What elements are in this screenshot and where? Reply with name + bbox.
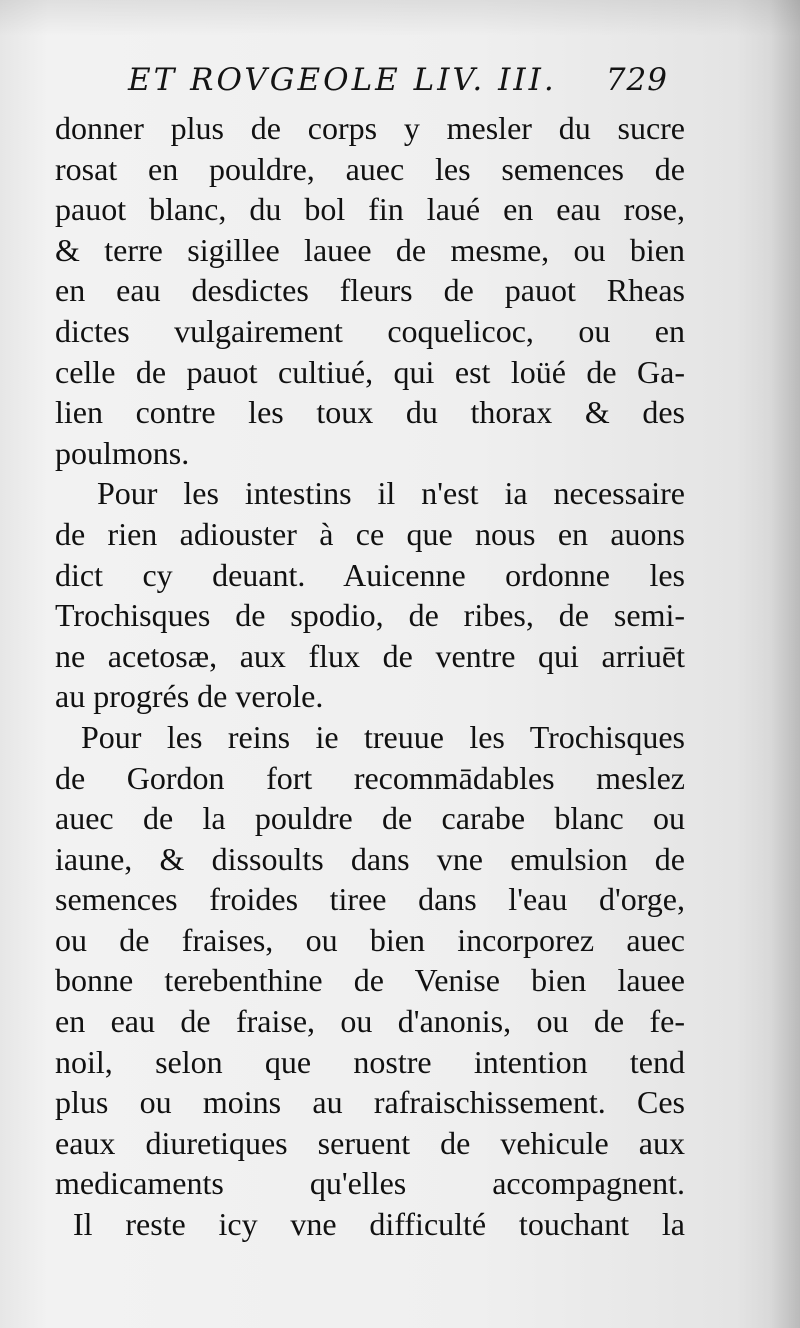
text-line: plus ou moins au rafraischissement. Ces (55, 1084, 685, 1121)
text-line: Trochisques de spodio, de ribes, de semi- (55, 597, 685, 634)
text-line: rosat en pouldre, auec les semences de (55, 150, 685, 187)
paragraph-start-line: Pour les intestins il n'est ia necessaire (97, 475, 685, 512)
text-line: eaux diuretiques seruent de vehicule aux (55, 1124, 685, 1161)
text-line: ne acetosæ, aux flux de ventre qui arriuēt (55, 637, 685, 674)
text-line: bonne terebenthine de Venise bien lauee (55, 962, 685, 999)
text-line: en eau desdictes fleurs de pauot Rheas (55, 272, 685, 309)
paragraph-start-line: Pour les reins ie treuue les Trochisques (81, 718, 685, 755)
paragraph-start-line: Il reste icy vne difficulté touchant la (73, 1206, 685, 1243)
text-line: ou de fraises, ou bien incorporez auec (55, 921, 685, 958)
running-head (128, 62, 668, 106)
text-line: & terre sigillee lauee de mesme, ou bien (55, 231, 685, 268)
text-line: de rien adiouster à ce que nous en auons (55, 515, 685, 552)
running-title: ET ROVGEOLE LIV. III. (128, 62, 557, 98)
text-line: lien contre les toux du thorax & des (55, 394, 685, 431)
text-line: dict cy deuant. Auicenne ordonne les (55, 556, 685, 593)
text-line: auec de la pouldre de carabe blanc ou (55, 800, 685, 837)
text-line: semences froides tiree dans l'eau d'orge, (55, 881, 685, 918)
body-text (55, 108, 685, 1245)
text-line: au progrés de verole. (55, 678, 324, 715)
text-line: pauot blanc, du bol fin laué en eau rose, (55, 191, 685, 228)
text-line: celle de pauot cultiué, qui est loüé de Ga- (55, 353, 685, 390)
text-line: iaune, & dissoults dans vne emulsion de (55, 840, 685, 877)
text-line: poulmons. (55, 434, 190, 471)
text-line: dictes vulgairement coquelicoc, ou en (55, 312, 685, 349)
text-line: noil, selon que nostre intention tend (55, 1043, 685, 1080)
text-line: de Gordon fort recommādables meslez (55, 759, 685, 796)
page-number: 729 (605, 62, 668, 98)
text-line: en eau de fraise, ou d'anonis, ou de fe- (55, 1003, 685, 1040)
text-line: medicaments qu'elles accompagnent. (55, 1165, 685, 1202)
text-line: donner plus de corps y mesler du sucre (55, 110, 685, 146)
